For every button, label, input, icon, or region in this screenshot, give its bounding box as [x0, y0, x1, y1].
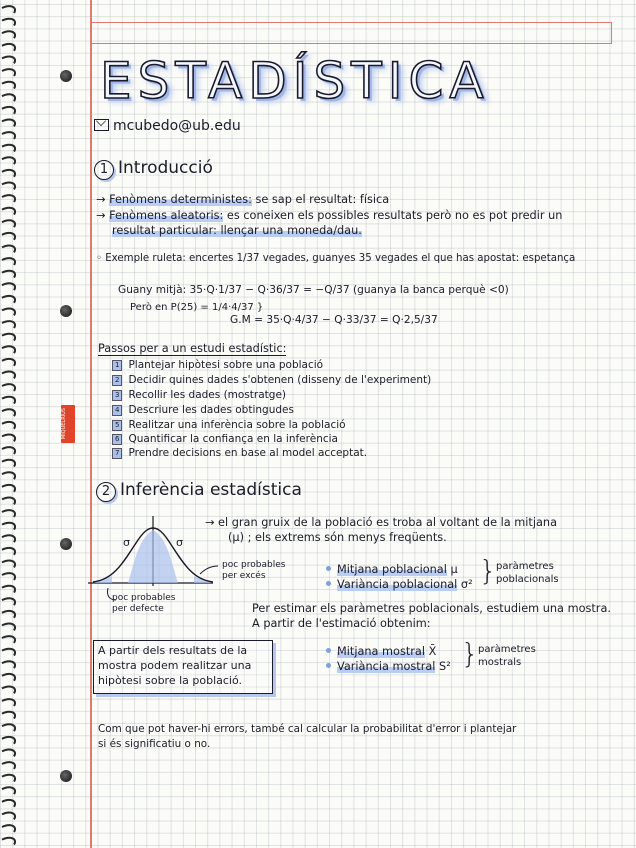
- pop-param: Variància poblacional σ²: [326, 578, 473, 591]
- steps-title: Passos per a un estudi estadístic:: [98, 342, 287, 355]
- spiral-coil: [2, 31, 15, 38]
- spiral-coil: [2, 510, 15, 517]
- spiral-coil: [2, 233, 15, 240]
- spiral-coil: [2, 573, 15, 580]
- spiral-coil: [2, 598, 15, 605]
- spiral-coil: [2, 586, 15, 593]
- spiral-coil: [2, 611, 15, 618]
- spiral-coil: [2, 775, 15, 782]
- spiral-coil: [2, 120, 15, 127]
- spiral-coil: [2, 170, 15, 177]
- spiral-coil: [2, 334, 15, 341]
- spiral-coil: [2, 283, 15, 290]
- sigma-label-left: σ: [123, 536, 130, 549]
- pop-params-label: paràmetres poblacionals: [496, 561, 559, 585]
- spiral-coil: [2, 57, 15, 64]
- binder-hole: [60, 770, 72, 782]
- spiral-coil: [2, 447, 15, 454]
- spiral-coil: [2, 636, 15, 643]
- spiral-coil: [2, 624, 15, 631]
- binder-hole: [60, 538, 72, 550]
- spiral-coil: [2, 825, 15, 832]
- spiral-coil: [2, 712, 15, 719]
- spiral-coil: [2, 561, 15, 568]
- spiral-coil: [2, 258, 15, 265]
- spiral-coil: [2, 271, 15, 278]
- brace: }: [461, 637, 479, 670]
- spiral-coil: [2, 435, 15, 442]
- spiral-coil: [2, 409, 15, 416]
- formula-line: Guany mitjà: 35·Q·1/37 − Q·36/37 = −Q/37 (guanya la banca perquè <0): [118, 284, 509, 296]
- spiral-coil: [2, 372, 15, 379]
- bullet-line: → Fenòmens deterministes: se sap el resultat: física: [96, 193, 390, 206]
- bullet-line: → Fenòmens aleatoris: es coneixen els possibles resultats però no es pot predir un: [96, 209, 563, 222]
- section-heading: 1 Introducció: [94, 158, 213, 180]
- list-item: 2 Decidir quines dades s'obtenen (disseny de l'experiment): [112, 374, 431, 386]
- spiral-coil: [2, 346, 15, 353]
- spiral-coil: [2, 296, 15, 303]
- spiral-coil: [2, 359, 15, 366]
- pop-param: Mitjana poblacional μ: [326, 563, 458, 576]
- spiral-coil: [2, 762, 15, 769]
- spiral-coil: [2, 472, 15, 479]
- spiral-coil: [2, 321, 15, 328]
- formula-line: Però en P(25) = 1/4·4/37 }: [130, 302, 264, 313]
- spiral-coil: [2, 19, 15, 26]
- spiral-coil: [2, 6, 15, 13]
- sample-param: Variància mostral S²: [326, 660, 451, 673]
- spiral-coil: [2, 661, 15, 668]
- spiral-coil: [2, 699, 15, 706]
- spiral-binding: [0, 0, 22, 848]
- sample-param: Mitjana mostral X̄: [326, 645, 436, 658]
- curve-label-excess: poc probables per excés: [222, 560, 286, 581]
- binder-hole: [60, 70, 72, 82]
- spiral-coil: [2, 787, 15, 794]
- envelope-icon: [94, 119, 109, 131]
- text-line: A partir de l'estimació obtenim:: [252, 617, 431, 630]
- spiral-coil: [2, 724, 15, 731]
- spiral-coil: [2, 548, 15, 555]
- spiral-coil: [2, 107, 15, 114]
- spiral-coil: [2, 132, 15, 139]
- bullet-line: resultat particular: llençar una moneda/dau.: [112, 224, 362, 237]
- margin-line: [90, 0, 92, 848]
- section-number: 1: [94, 160, 114, 180]
- list-item: 1 Plantejar hipòtesi sobre una població: [112, 359, 323, 371]
- brand-logo: MIQUELRIUS: [61, 405, 75, 443]
- brace: }: [479, 554, 497, 587]
- spiral-coil: [2, 523, 15, 530]
- spiral-coil: [2, 535, 15, 542]
- section-number: 2: [96, 482, 116, 502]
- spiral-coil: [2, 422, 15, 429]
- spiral-coil: [2, 309, 15, 316]
- list-item: 5 Realitzar una inferència sobre la població: [112, 419, 346, 431]
- spiral-coil: [2, 674, 15, 681]
- spiral-coil: [2, 82, 15, 89]
- spiral-coil: [2, 208, 15, 215]
- sigma-label-right: σ: [176, 536, 183, 549]
- binder-hole: [60, 305, 72, 317]
- spiral-coil: [2, 649, 15, 656]
- spiral-coil: [2, 397, 15, 404]
- curve-label-defect: poc probables per defecte: [112, 593, 176, 614]
- spiral-coil: [2, 460, 15, 467]
- spiral-coil: [2, 157, 15, 164]
- page-title: ESTADÍSTICA: [100, 52, 490, 110]
- spiral-coil: [2, 737, 15, 744]
- list-item: 4 Descriure les dades obtingudes: [112, 404, 294, 416]
- spiral-coil: [2, 750, 15, 757]
- list-item: 7 Prendre decisions en base al model acceptat.: [112, 447, 367, 459]
- text-line: → el gran gruix de la població es troba al voltant de la mitjana: [205, 516, 557, 529]
- spiral-coil: [2, 44, 15, 51]
- spiral-coil: [2, 246, 15, 253]
- spiral-coil: [2, 687, 15, 694]
- spiral-coil: [2, 838, 15, 845]
- spiral-coil: [2, 69, 15, 76]
- header-box: [90, 22, 612, 44]
- text-line: Per estimar els paràmetres poblacionals, estudiem una mostra.: [252, 602, 611, 615]
- spiral-coil: [2, 94, 15, 101]
- spiral-coil: [2, 800, 15, 807]
- spiral-coil: [2, 498, 15, 505]
- email-line: mcubedo@ub.edu: [94, 118, 241, 134]
- list-item: 3 Recollir les dades (mostratge): [112, 389, 286, 401]
- spiral-coil: [2, 384, 15, 391]
- formula-line: G.M = 35·Q·4/37 − Q·33/37 = Q·2,5/37: [230, 314, 438, 326]
- text-line: (μ) ; els extrems són menys freqüents.: [228, 531, 447, 544]
- spiral-coil: [2, 220, 15, 227]
- closing-line: Com que pot haver-hi errors, també cal calcular la probabilitat d'error i plantejar: [98, 723, 517, 735]
- sample-params-label: paràmetres mostrals: [478, 644, 536, 668]
- spiral-coil: [2, 195, 15, 202]
- example-line: ◦ Exemple ruleta: encertes 1/37 vegades, guanyes 35 vegades el que has apostat: espetança: [96, 253, 576, 264]
- spiral-coil: [2, 813, 15, 820]
- spiral-coil: [2, 145, 15, 152]
- spiral-coil: [2, 183, 15, 190]
- section-heading: 2 Inferència estadística: [96, 480, 302, 502]
- list-item: 6 Quantificar la confiança en la inferència: [112, 433, 338, 445]
- closing-line: si és significatiu o no.: [98, 738, 211, 750]
- spiral-coil: [2, 485, 15, 492]
- hypothesis-text: A partir dels resultats de la mostra podem realitzar una hipòtesi sobre la població.: [98, 644, 252, 687]
